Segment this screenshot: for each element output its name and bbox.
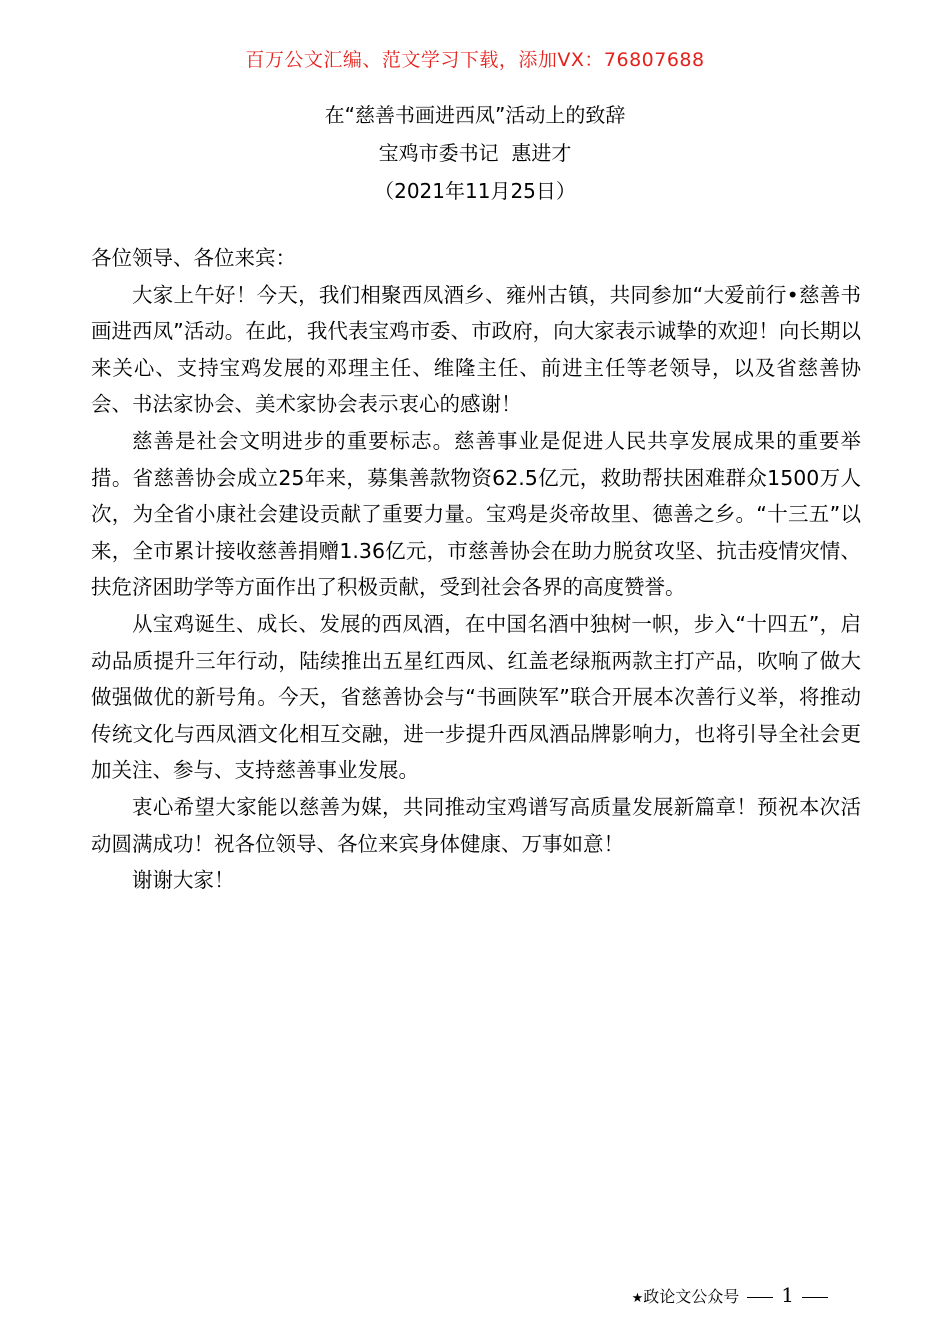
page-dash-right	[802, 1297, 828, 1298]
download-banner: 百万公文汇编、范文学习下载，添加VX：76807688	[245, 49, 705, 71]
footer-label: 政论文公众号	[643, 1287, 740, 1306]
date-line: （2021年11月25日）	[374, 179, 576, 203]
document-title: 在“慈善书画进西凤”活动上的致辞	[324, 103, 626, 127]
document-header	[0, 96, 950, 210]
closing-thanks: 谢谢大家！	[132, 868, 235, 893]
salutation: 各位领导、各位来宾：	[91, 246, 296, 270]
paragraph-4: 衷心希望大家能以慈善为媒，共同推动宝鸡谱写高质量发展新篇章！预祝本次活动圆满成功！祝各位领导、各位来宾身体健康、万事如意！	[91, 794, 861, 856]
speaker-line: 宝鸡市委书记 惠进才	[378, 141, 572, 165]
speech-body	[91, 240, 861, 899]
paragraph-1: 大家上午好！今天，我们相聚西凤酒乡、雍州古镇，共同参加“大爱前行•慈善书画进西凤”活动。在此，我代表宝鸡市委、市政府，向大家表示诚挚的欢迎！向长期以来关心、支持宝鸡发展的邓理主任、维隆主任、前进主任等老领导，以及省慈善协会、书法家协会、美术家协会表示衷心的感谢！	[91, 282, 861, 417]
page-footer	[632, 1283, 836, 1311]
page-dash-left	[747, 1297, 773, 1298]
page-number: 1	[781, 1283, 794, 1307]
paragraph-2: 慈善是社会文明进步的重要标志。慈善事业是促进人民共享发展成果的重要举措。省慈善协会成立25年来，募集善款物资62.5亿元，救助帮扶困难群众1500万人次，为全省小康社会建设贡献了重要力量。宝鸡是炎帝故里、德善之乡。“十三五”以来，全市累计接收慈善捐赠1.36亿元，市慈善协会在助力脱贫攻坚、抗击疫情灾情、扶危济困助学等方面作出了积极贡献，受到社会各界的高度赞誉。	[91, 428, 861, 600]
star-icon: ★	[631, 1291, 644, 1306]
paragraph-3: 从宝鸡诞生、成长、发展的西凤酒，在中国名酒中独树一帜，步入“十四五”，启动品质提升三年行动，陆续推出五星红西凤、红盖老绿瓶两款主打产品，吹响了做大做强做优的新号角。今天，省慈善协会与“书画陕军”联合开展本次善行义举，将推动传统文化与西凤酒文化相互交融，进一步提升西凤酒品牌影响力，也将引导全社会更加关注、参与、支持慈善事业发展。	[91, 611, 861, 783]
